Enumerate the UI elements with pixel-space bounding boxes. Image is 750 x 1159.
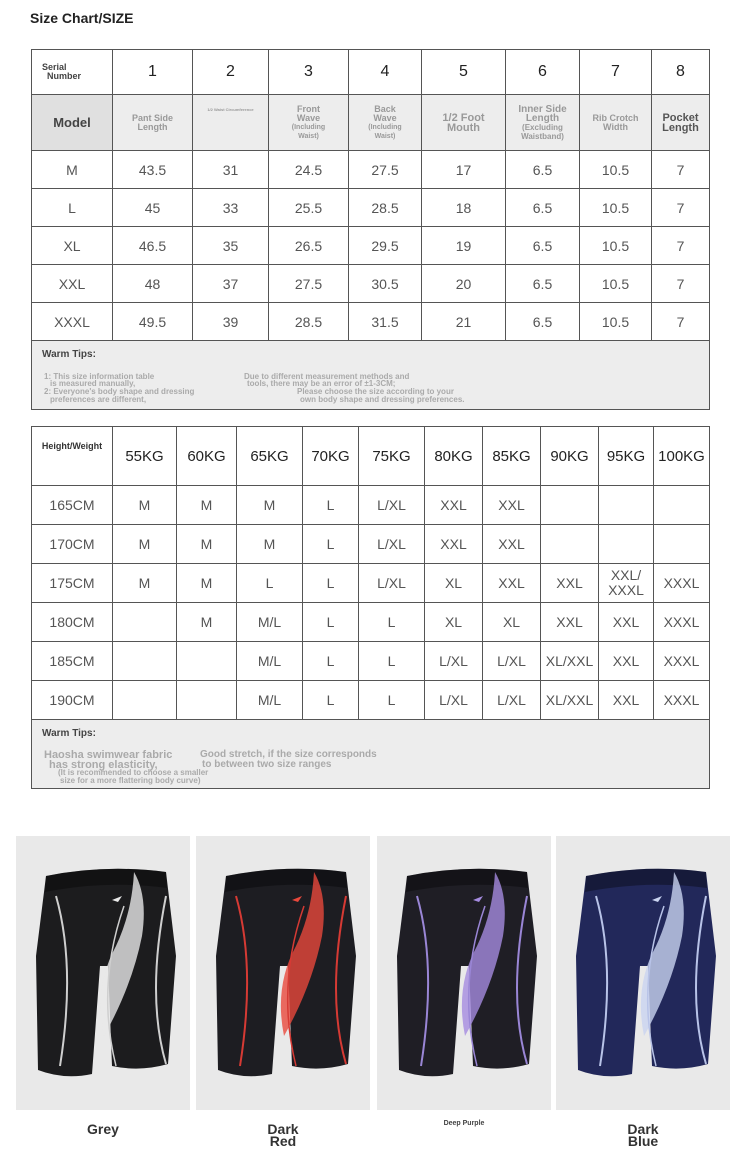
weight-header: 70KG [303,427,359,486]
measurement-value: 10.5 [580,151,652,189]
measurement-value: 26.5 [269,227,349,265]
measurement-value: 6.5 [506,189,580,227]
size-measurement-table [31,49,710,410]
color-name-line: Grey [87,1121,119,1137]
label-line: Waist) [374,132,396,140]
recommended-size [177,642,237,681]
measurement-value: 39 [193,303,269,341]
recommended-size: L/XL [425,642,483,681]
size-label: XXL [32,265,113,303]
weight-header: 85KG [483,427,541,486]
label-line: 1/2 Foot [442,111,485,124]
recommended-size [113,681,177,720]
recommended-size: L/XL [359,486,425,525]
product-color-label [377,1118,551,1130]
recommended-size: L [359,603,425,642]
label-line: Front [297,103,320,114]
measurement-value: 19 [422,227,506,265]
product-photo [196,836,370,1110]
serial-number-label [32,50,113,95]
recommended-size: L/XL [359,525,425,564]
warm-tips-title: Warm Tips: [42,728,96,739]
label-line: (Including [368,123,402,131]
serial-label-line: Serial [42,62,67,72]
product-color-label [16,1123,190,1135]
tip-line: own body shape and dressing preferences. [300,395,465,404]
recommended-size [654,486,710,525]
size-label: M [32,151,113,189]
measurement-value: 10.5 [580,227,652,265]
tip-line: tools, there may be an error of ±1-3CM; [247,379,396,388]
recommended-size [113,603,177,642]
product-photo [556,836,730,1110]
color-name-line: Dark [267,1121,299,1137]
label-line: (Excluding [522,122,563,132]
column-number: 5 [422,50,506,95]
measurement-value: 25.5 [269,189,349,227]
label-line: Pocket [662,111,699,124]
label-line: Wave [296,112,321,123]
recommended-size: M/L [237,681,303,720]
tip-line: preferences are different, [50,395,147,404]
size-label: XXXL [32,303,113,341]
measure-label-inner-side-length [506,95,580,151]
measurement-value: 21 [422,303,506,341]
tip-line: Due to different measurement methods and [244,372,410,381]
label-line: Rib Crotch [592,112,639,123]
measurement-value: 30.5 [349,265,422,303]
size-row [32,303,710,341]
measurement-value: 7 [652,227,710,265]
label-line: Length [525,112,560,124]
model-label: Model [32,95,113,151]
recommended-size: XXL [425,486,483,525]
label-line: Length [137,121,168,132]
label-line: Mouth [447,121,480,134]
color-name-line: Dark [627,1121,659,1137]
label-line: Waist) [298,132,319,140]
height-row [32,681,710,720]
recommended-size: L/XL [483,681,541,720]
measure-label-back-wave [349,95,422,151]
recommended-size: XXL [599,681,654,720]
recommended-size: M [177,564,237,603]
color-name-line: Red [269,1133,297,1149]
recommended-size: M [113,564,177,603]
label-line: Length [662,121,699,134]
recommended-size [541,486,599,525]
recommended-size: XL [425,564,483,603]
tip-line: is measured manually, [50,379,136,388]
measurement-value: 28.5 [269,303,349,341]
measurement-value: 35 [193,227,269,265]
label-line: (Including [291,123,326,131]
measurement-value: 31 [193,151,269,189]
measure-label-pocket-length [652,95,710,151]
size-row [32,227,710,265]
size-label: L [32,189,113,227]
recommended-size [599,525,654,564]
recommended-size: M [237,486,303,525]
tip-line: size for a more flattering body curve) [60,776,201,785]
label-line: Width [603,121,628,132]
recommended-size [654,525,710,564]
size-row [32,151,710,189]
height-row [32,603,710,642]
column-number: 3 [269,50,349,95]
height-weight-table [31,426,710,789]
recommended-size: XXXL [654,642,710,681]
product-photo [377,836,551,1110]
tip-line: Good stretch, if the size corresponds [200,749,377,760]
measurement-value: 31.5 [349,303,422,341]
weight-header: 55KG [113,427,177,486]
tip-line: Please choose the size according to your [297,387,454,396]
recommended-size: L/XL [425,681,483,720]
recommended-size: XXL [425,525,483,564]
measurement-value: 27.5 [349,151,422,189]
recommended-size: L/XL [359,564,425,603]
product-color-label [196,1123,370,1147]
recommended-size: XXXL [654,603,710,642]
warm-tips-title: Warm Tips: [42,349,96,360]
label-line: Inner Side [518,103,567,115]
measurement-value: 18 [422,189,506,227]
measurement-value: 49.5 [113,303,193,341]
measurement-value: 45 [113,189,193,227]
height-row [32,525,710,564]
measure-label-rib-crotch-width [580,95,652,151]
measurement-value: 29.5 [349,227,422,265]
height-label: 170CM [32,525,113,564]
recommended-size: L [303,681,359,720]
tip-line: Haosha swimwear fabric [44,749,173,761]
recommended-size: M [113,486,177,525]
recommended-size: XL [483,603,541,642]
recommended-size: M [177,486,237,525]
recommended-size: XXXL [654,681,710,720]
label-line: Back [374,103,396,114]
recommended-size: L [237,564,303,603]
measurement-value: 6.5 [506,151,580,189]
color-name-line: Deep Purple [443,1120,485,1127]
weight-header: 95KG [599,427,654,486]
measurement-value: 33 [193,189,269,227]
measurement-value: 27.5 [269,265,349,303]
recommended-size: L [303,525,359,564]
measurement-value: 10.5 [580,303,652,341]
weight-table-warm-tips [32,720,710,789]
tip-line: (It is recommended to choose a smaller [58,768,209,777]
page-title: Size Chart/SIZE [30,10,134,26]
measurement-value: 6.5 [506,303,580,341]
label-line: Wave [373,112,397,123]
recommended-size: M [177,525,237,564]
column-number: 4 [349,50,422,95]
recommended-size: L/XL [483,642,541,681]
height-label: 180CM [32,603,113,642]
recommended-size: L [303,603,359,642]
height-label: 175CM [32,564,113,603]
weight-header: 80KG [425,427,483,486]
weight-header: 65KG [237,427,303,486]
measurement-value: 7 [652,265,710,303]
recommended-size: XXL [483,564,541,603]
measurement-value: 7 [652,151,710,189]
column-number: 7 [580,50,652,95]
measurement-value: 48 [113,265,193,303]
size-row [32,189,710,227]
measurement-value: 37 [193,265,269,303]
recommended-size: L [303,486,359,525]
recommended-size: XXL [483,525,541,564]
weight-header: 75KG [359,427,425,486]
tip-line: 2: Everyone's body shape and dressing [44,387,195,396]
recommended-size: L [359,642,425,681]
measurement-value: 10.5 [580,189,652,227]
measurement-value: 20 [422,265,506,303]
recommended-size [599,486,654,525]
recommended-size: XL/XXL [541,681,599,720]
measurement-value: 10.5 [580,265,652,303]
measurement-value: 17 [422,151,506,189]
measurement-value: 24.5 [269,151,349,189]
label-line: Pant Side [131,112,173,123]
recommended-size: XXL [541,603,599,642]
label-line: 1/2 Waist Circumference [207,107,254,112]
weight-header: 60KG [177,427,237,486]
weight-header: 100KG [654,427,710,486]
recommended-size: L [303,642,359,681]
recommended-size: XL/XXL [541,642,599,681]
recommended-size: L [303,564,359,603]
recommended-size: XXL [541,564,599,603]
recommended-size: M/L [237,642,303,681]
product-photo [16,836,190,1110]
label-line: Waistband) [521,131,564,141]
measure-label-pant-side-length [113,95,193,151]
serial-label-line: Number [47,71,82,81]
tip-line: to between two size ranges [202,759,332,770]
measurement-value: 28.5 [349,189,422,227]
height-weight-label: Height/Weight [32,427,113,486]
recommended-size: XXL/ XXXL [599,564,654,603]
measurement-value: 7 [652,189,710,227]
measure-label-waist [193,95,269,151]
recommended-size [541,525,599,564]
height-label: 190CM [32,681,113,720]
measurement-value: 43.5 [113,151,193,189]
recommended-size: M [113,525,177,564]
size-row [32,265,710,303]
column-number: 1 [113,50,193,95]
measurement-value: 6.5 [506,227,580,265]
recommended-size: M [177,603,237,642]
recommended-size: M/L [237,603,303,642]
measure-label-front-wave [269,95,349,151]
recommended-size: XL [425,603,483,642]
size-table-warm-tips [32,341,710,410]
column-number: 6 [506,50,580,95]
tip-line: has strong elasticity, [49,759,158,771]
color-name-line: Blue [627,1133,659,1149]
size-label: XL [32,227,113,265]
measurement-value: 46.5 [113,227,193,265]
column-number: 2 [193,50,269,95]
height-row [32,642,710,681]
column-number: 8 [652,50,710,95]
recommended-size: XXXL [654,564,710,603]
measurement-value: 7 [652,303,710,341]
height-label: 185CM [32,642,113,681]
recommended-size [113,642,177,681]
product-color-label [556,1123,730,1147]
recommended-size: L [359,681,425,720]
height-row [32,486,710,525]
recommended-size: XXL [483,486,541,525]
recommended-size [177,681,237,720]
measurement-value: 6.5 [506,265,580,303]
height-label: 165CM [32,486,113,525]
measure-label-foot-mouth [422,95,506,151]
tip-line: 1: This size information table [44,372,155,381]
recommended-size: M [237,525,303,564]
weight-header: 90KG [541,427,599,486]
recommended-size: XXL [599,642,654,681]
recommended-size: XXL [599,603,654,642]
height-row [32,564,710,603]
